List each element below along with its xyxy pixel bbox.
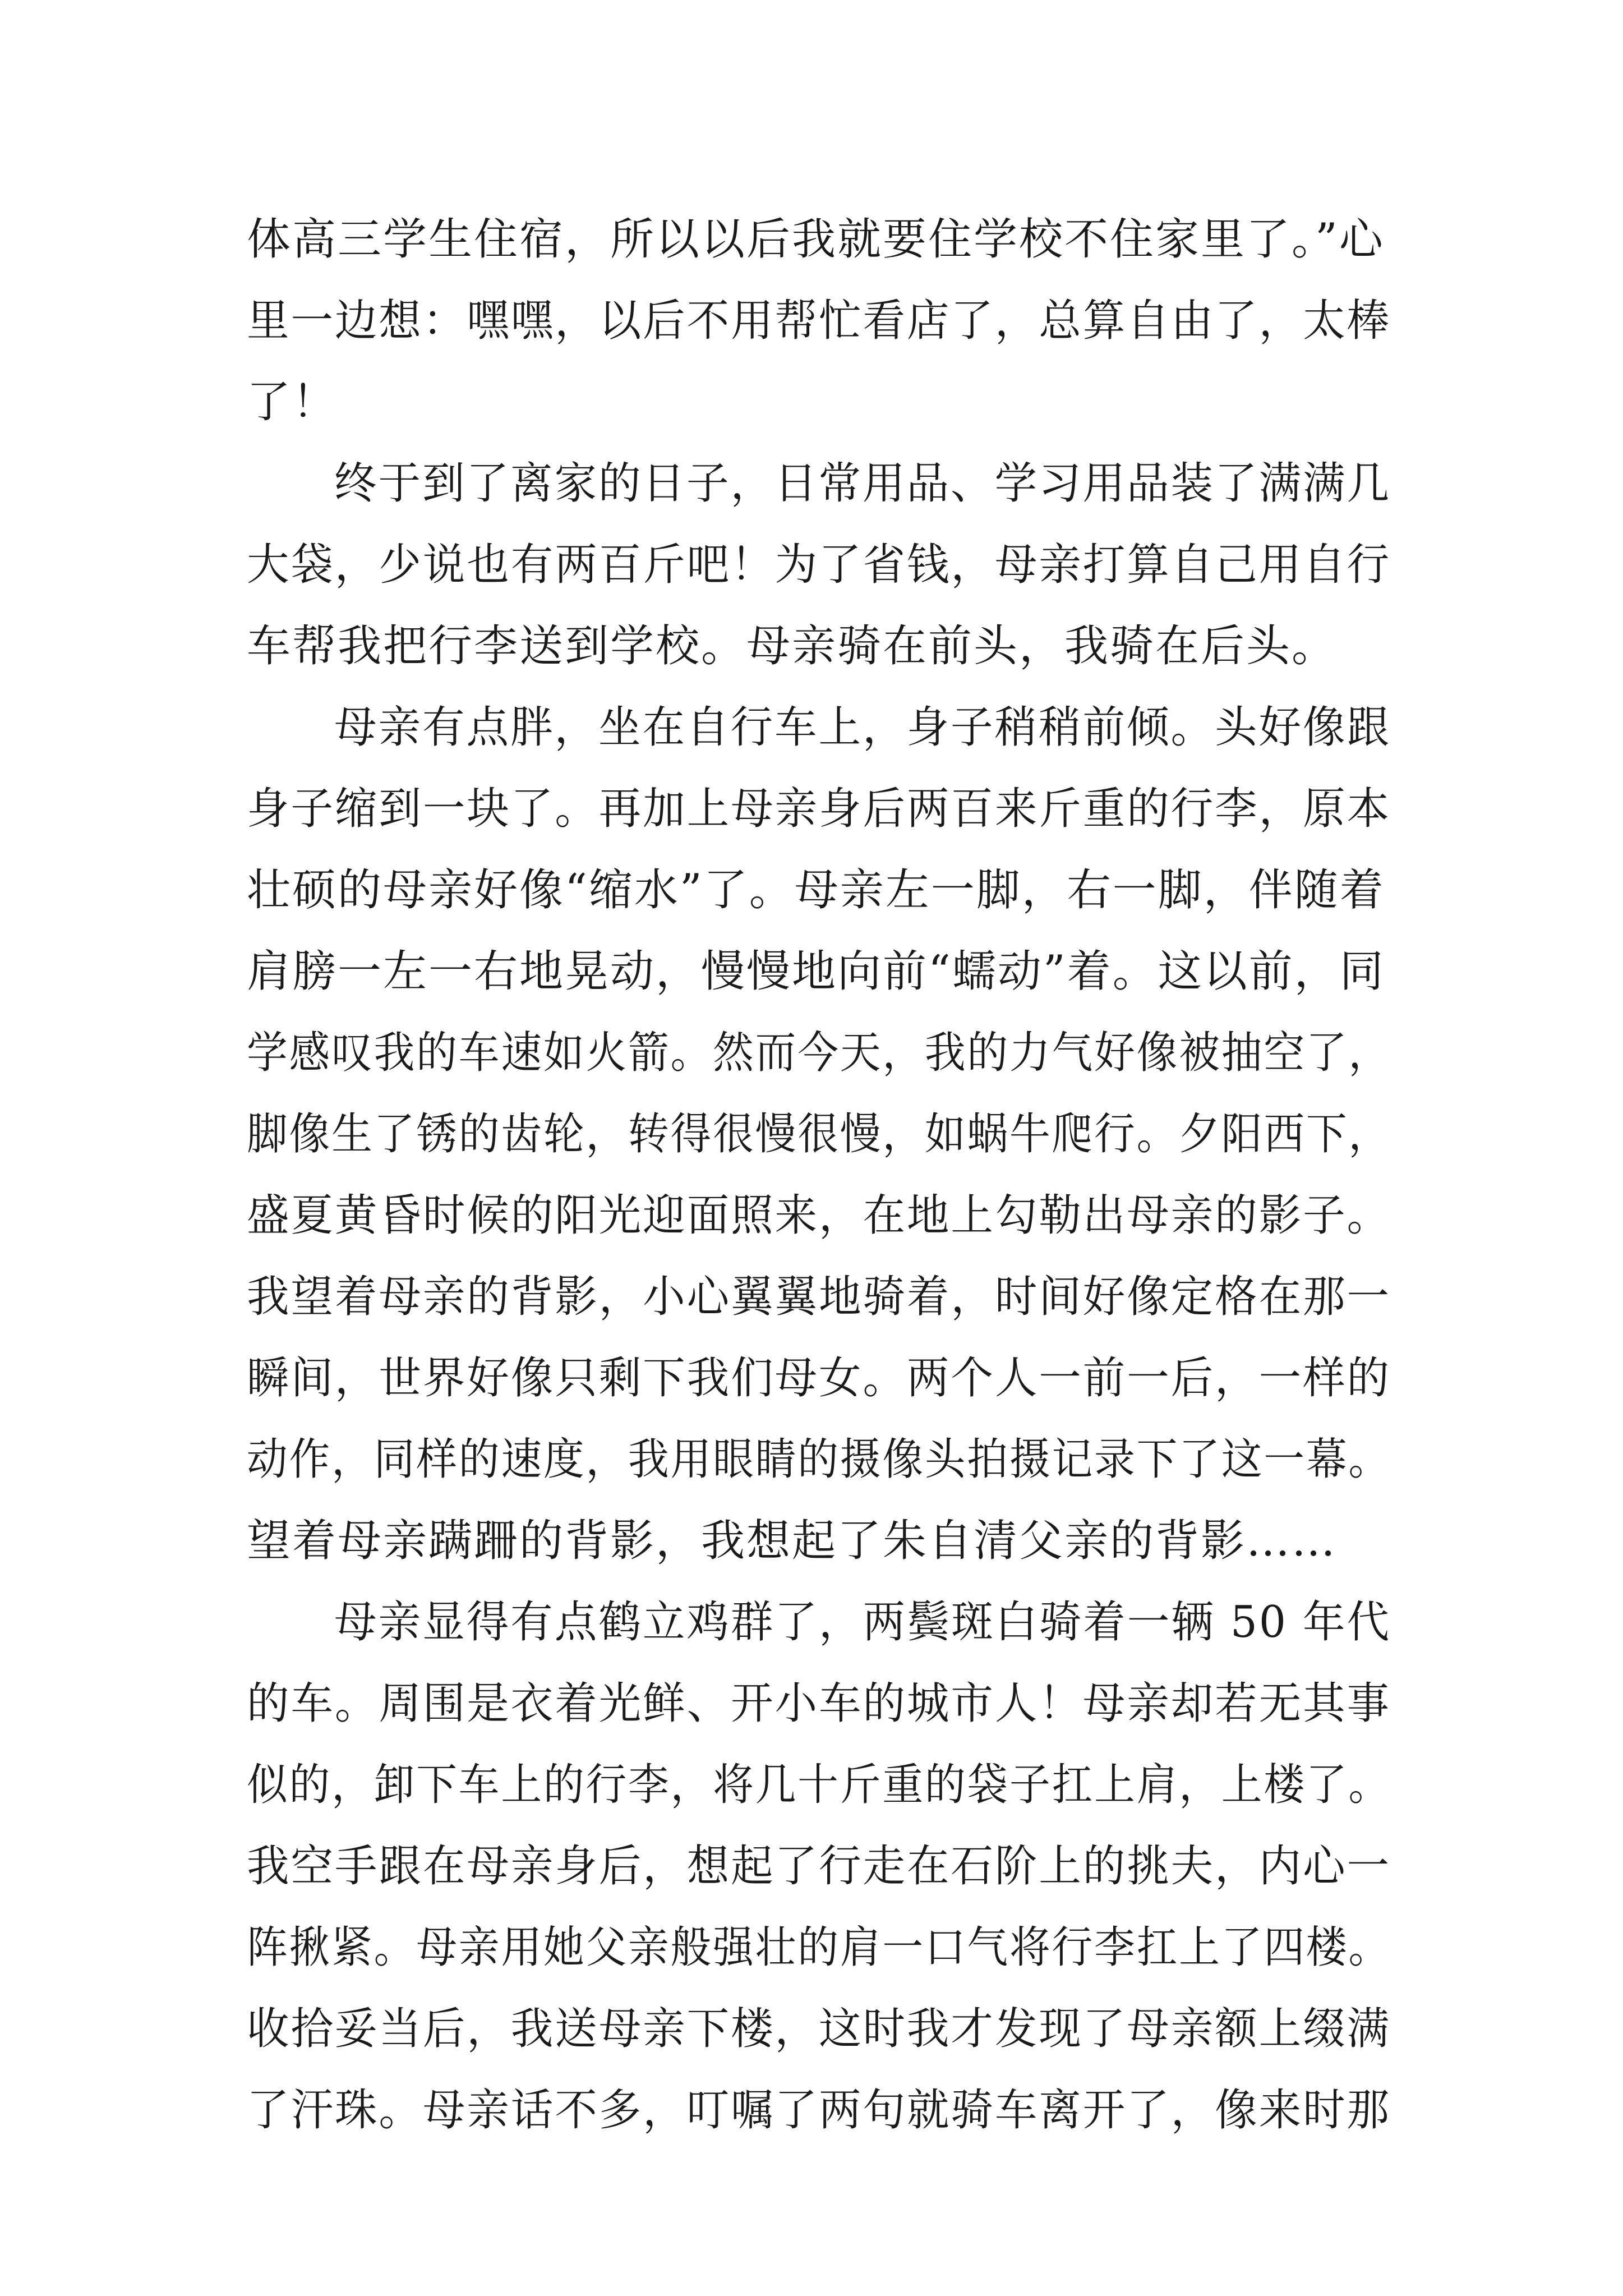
body-text (247, 199, 1391, 2151)
text-line: 肩膀一左一右地晃动，慢慢地向前“蠕动”着。这以前，同 (247, 946, 1385, 997)
text-line: 学感叹我的车速如火箭。然而今天，我的力气好像被抽空了， (247, 1028, 1391, 1078)
text-line: 了汗珠。母亲话不多，叮嘱了两句就骑车离开了，像来时那 (247, 2085, 1391, 2136)
text-line: 收拾妥当后，我送母亲下楼，这时我才发现了母亲额上缀满 (247, 2004, 1391, 2054)
text-line: 了！ (247, 377, 338, 427)
paragraph-first-line: 母亲显得有点鹤立鸡群了，两鬓斑白骑着一辆 50 年代 (334, 1597, 1391, 1648)
text-line: 大袋，少说也有两百斤吧！为了省钱，母亲打算自己用自行 (247, 540, 1391, 590)
text-line: 盛夏黄昏时候的阳光迎面照来，在地上勾勒出母亲的影子。 (247, 1190, 1391, 1241)
paragraph-first-line: 母亲有点胖，坐在自行车上，身子稍稍前倾。头好像跟 (334, 702, 1391, 753)
text-line: 我望着母亲的背影，小心翼翼地骑着，时间好像定格在那一 (247, 1272, 1391, 1322)
text-line: 身子缩到一块了。再加上母亲身后两百来斤重的行李，原本 (247, 784, 1391, 834)
text-line: 壮硕的母亲好像“缩水”了。母亲左一脚，右一脚，伴随着 (247, 865, 1385, 915)
text-line: 体高三学生住宿，所以以后我就要住学校不住家里了。”心 (247, 214, 1385, 265)
text-line: 的车。周围是衣着光鲜、开小车的城市人！母亲却若无其事 (247, 1678, 1391, 1729)
text-line: 车帮我把行李送到学校。母亲骑在前头，我骑在后头。 (247, 621, 1338, 671)
text-line: 瞬间，世界好像只剩下我们母女。两个人一前一后，一样的 (247, 1353, 1391, 1404)
text-line: 我空手跟在母亲身后，想起了行走在石阶上的挑夫，内心一 (247, 1841, 1391, 1892)
paragraph-first-line: 终于到了离家的日子，日常用品、学习用品装了满满几 (334, 458, 1391, 509)
text-line: 动作，同样的速度，我用眼睛的摄像头拍摄记录下了这一幕。 (247, 1434, 1391, 1485)
text-line: 望着母亲蹒跚的背影，我想起了朱自清父亲的背影…… (247, 1516, 1338, 1566)
text-line: 阵揪紧。母亲用她父亲般强壮的肩一口气将行李扛上了四楼。 (247, 1922, 1391, 1973)
text-line: 里一边想：嘿嘿，以后不用帮忙看店了，总算自由了，太棒 (247, 296, 1391, 346)
text-line: 脚像生了锈的齿轮，转得很慢很慢，如蜗牛爬行。夕阳西下， (247, 1109, 1391, 1159)
text-line: 似的，卸下车上的行李，将几十斤重的袋子扛上肩，上楼了。 (247, 1760, 1391, 1810)
